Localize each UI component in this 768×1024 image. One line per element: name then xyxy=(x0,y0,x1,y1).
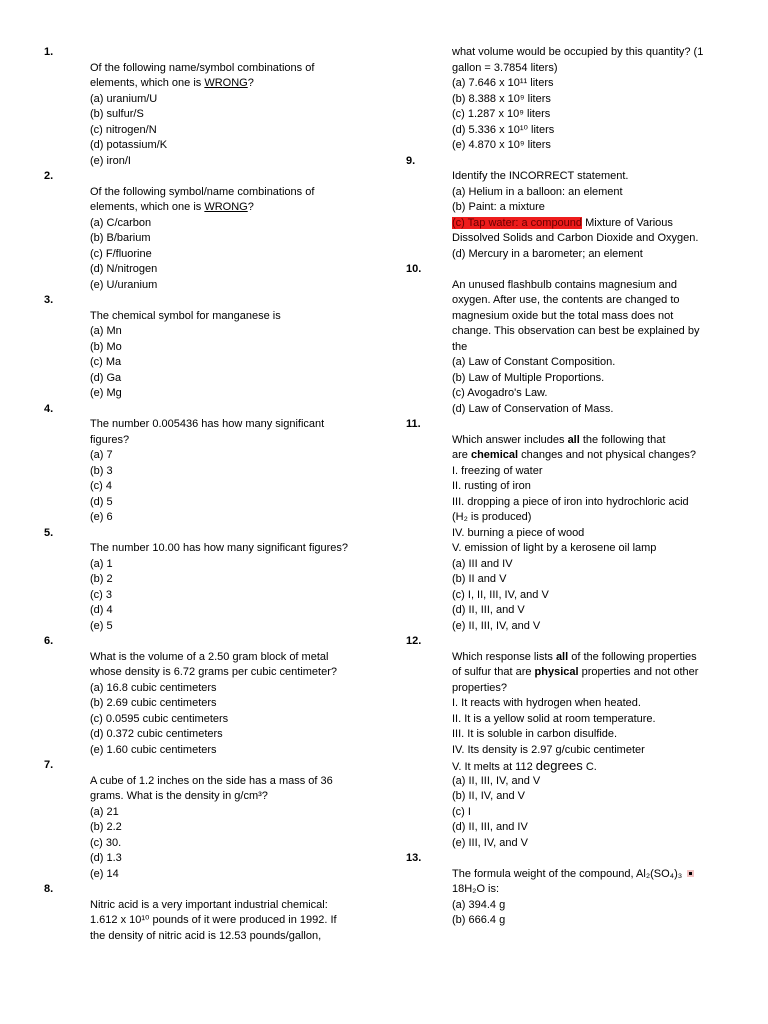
question-line: (d) 0.372 cubic centimeters xyxy=(90,728,223,740)
question-line: (b) II and V xyxy=(452,573,507,585)
question-line: properties? xyxy=(452,681,508,694)
bold-text: physical xyxy=(534,666,579,678)
question-number-label: 5. xyxy=(44,526,54,539)
question-line: (b) Mo xyxy=(90,340,122,353)
question-number xyxy=(400,634,768,650)
question-line: (a) 1 xyxy=(90,557,113,570)
question-line: (a) II, III, IV, and V xyxy=(452,774,541,787)
question-line: An unused flashbulb contains magnesium and xyxy=(452,278,678,291)
question-number-label: 2. xyxy=(44,170,54,182)
question-body xyxy=(452,278,722,418)
question-number-label: 13. xyxy=(406,852,422,864)
question-line: (a) III and IV xyxy=(452,557,513,570)
question-line: (d) Mercury in a barometer; an element xyxy=(452,247,643,260)
question-line: whose density is 6.72 grams per cubic centimeter? xyxy=(90,666,338,678)
bold-text: all xyxy=(555,650,569,663)
question-line: Which response lists all of the following properties xyxy=(452,650,697,663)
question-line: (d) 5.336 x 10¹⁰ liters xyxy=(452,123,555,136)
question-line: II. It is a yellow solid at room temperature. xyxy=(452,712,656,725)
question-body xyxy=(90,774,400,883)
question-line: (e) 1.60 cubic centimeters xyxy=(90,743,217,756)
question-body xyxy=(452,45,722,154)
question-line: I. freezing of water xyxy=(452,464,543,477)
question-line: (e) 5 xyxy=(90,619,113,632)
question-line: (d) potassium/K xyxy=(90,139,168,151)
question-body xyxy=(90,541,400,634)
question-line: (b) 2.2 xyxy=(90,821,122,833)
question-line: the xyxy=(452,340,468,353)
question-line: of sulfur that are physical properties and not other xyxy=(452,666,699,678)
question-line: (b) 3 xyxy=(90,464,113,477)
left-column xyxy=(0,45,400,944)
question-number xyxy=(0,882,400,898)
question-number xyxy=(0,293,400,309)
question-line: (a) 7.646 x 10¹¹ liters xyxy=(452,77,554,89)
question-line: (b) II, IV, and V xyxy=(452,790,525,802)
question-line: The number 0.005436 has how many significant xyxy=(90,418,325,430)
question-number xyxy=(400,851,768,867)
question-line: figures? xyxy=(90,433,130,446)
question-line: oxygen. After use, the contents are changed to xyxy=(452,294,680,306)
question-line: (H₂ is produced) xyxy=(452,511,532,523)
question-body xyxy=(90,898,400,945)
question-number xyxy=(0,402,400,418)
question-line: (b) 2 xyxy=(90,573,113,585)
question-line: (c) 30. xyxy=(90,836,122,849)
question-line: V. It melts at 112 degrees C. xyxy=(452,758,597,773)
question-line: (e) III, IV, and V xyxy=(452,836,529,849)
question-line: 18H₂O is: xyxy=(452,883,500,895)
question-line: (d) N/nitrogen xyxy=(90,263,158,275)
question-line: (e) II, III, IV, and V xyxy=(452,619,541,632)
question-line: (e) 6 xyxy=(90,511,113,523)
question-line: IV. burning a piece of wood xyxy=(452,526,585,539)
question-line: (b) Law of Multiple Proportions. xyxy=(452,371,605,384)
question-line: (d) Ga xyxy=(90,371,122,384)
underlined-text: WRONG xyxy=(204,77,248,89)
question-line: Dissolved Solids and Carbon Dioxide and Oxygen. xyxy=(452,232,699,244)
question-line: IV. Its density is 2.97 g/cubic centimeter xyxy=(452,743,645,756)
question-number-label: 12. xyxy=(406,635,422,647)
question-body xyxy=(452,867,722,929)
question-line: (a) 16.8 cubic centimeters xyxy=(90,681,217,694)
underlined-text: WRONG xyxy=(204,201,248,213)
question-number-label: 7. xyxy=(44,759,54,771)
highlighted-text: (c) Tap water: a compound xyxy=(452,216,583,229)
question-number xyxy=(0,169,400,185)
question-body xyxy=(452,650,722,852)
question-line: Nitric acid is a very important industrial chemical: xyxy=(90,898,328,911)
question-line: II. rusting of iron xyxy=(452,480,531,492)
question-line: Identify the INCORRECT statement. xyxy=(452,170,629,182)
question-line: magnesium oxide but the total mass does not xyxy=(452,309,674,322)
question-number-label: 3. xyxy=(44,294,54,306)
question-line: grams. What is the density in g/cm³? xyxy=(90,790,268,802)
question-line: (c) I xyxy=(452,805,471,818)
question-number-label: 8. xyxy=(44,883,54,895)
question-line: (e) Mg xyxy=(90,387,122,399)
question-number xyxy=(400,262,768,278)
question-number-label: 11. xyxy=(406,418,421,430)
bold-text: all xyxy=(567,433,580,446)
question-line: V. emission of light by a kerosene oil lamp xyxy=(452,542,657,554)
question-line: (c) Tap water: a compound Mixture of Various xyxy=(452,216,673,229)
question-line: III. dropping a piece of iron into hydrochloric acid xyxy=(452,495,689,508)
question-line: (c) 0.0595 cubic centimeters xyxy=(90,712,229,725)
comment-marker-icon xyxy=(687,870,694,877)
question-line: III. It is soluble in carbon disulfide. xyxy=(452,728,618,740)
question-number xyxy=(0,634,400,650)
question-line: Which answer includes all the following that xyxy=(452,433,666,446)
question-line: (e) U/uranium xyxy=(90,278,158,291)
question-line: (d) II, III, and V xyxy=(452,604,525,616)
question-line: (b) sulfur/S xyxy=(90,108,144,120)
question-line: (a) Helium in a balloon: an element xyxy=(452,185,623,198)
question-line: (d) 4 xyxy=(90,604,113,616)
question-line: (b) 8.388 x 10⁹ liters xyxy=(452,92,551,105)
question-line: what volume would be occupied by this quantity? (1 xyxy=(452,46,704,58)
question-line: Of the following symbol/name combinations of xyxy=(90,185,315,198)
question-line: (a) 7 xyxy=(90,449,113,461)
question-line: (a) Mn xyxy=(90,325,122,337)
question-line: (b) Paint: a mixture xyxy=(452,201,545,213)
question-line: The chemical symbol for manganese is xyxy=(90,309,281,322)
question-line: (c) nitrogen/N xyxy=(90,123,157,136)
question-line: (b) 666.4 g xyxy=(452,914,506,926)
question-line: the density of nitric acid is 12.53 pounds/gallon, xyxy=(90,929,322,942)
question-number-label: 6. xyxy=(44,635,54,647)
question-body xyxy=(90,61,400,170)
question-line: (e) iron/I xyxy=(90,154,131,167)
question-line: (d) II, III, and IV xyxy=(452,821,528,833)
question-line: gallon = 3.7854 liters) xyxy=(452,61,558,74)
question-number xyxy=(400,417,768,433)
question-line: (a) Law of Constant Composition. xyxy=(452,356,616,368)
question-line: (d) 1.3 xyxy=(90,852,122,864)
question-line: A cube of 1.2 inches on the side has a mass of 36 xyxy=(90,774,333,787)
question-line: (c) 4 xyxy=(90,480,112,492)
question-body xyxy=(452,169,722,262)
right-column xyxy=(400,45,768,929)
question-number xyxy=(400,154,768,170)
large-text: degrees xyxy=(535,758,583,773)
question-line: change. This observation can best be explained by xyxy=(452,325,700,337)
question-number-label: 9. xyxy=(406,154,416,167)
question-number xyxy=(0,45,400,61)
question-body xyxy=(90,309,400,402)
question-line: elements, which one is WRONG? xyxy=(90,201,254,213)
question-line: are chemical changes and not physical changes? xyxy=(452,449,697,461)
question-line: (e) 14 xyxy=(90,867,119,880)
question-line: elements, which one is WRONG? xyxy=(90,77,254,89)
question-line: (c) Avogadro's Law. xyxy=(452,387,548,399)
question-body xyxy=(452,433,722,635)
question-line: The formula weight of the compound, Al₂(SO₄)₃ xyxy=(452,867,722,883)
question-number-label: 4. xyxy=(44,402,54,415)
question-line: The number 10.00 has how many significant figures? xyxy=(90,542,349,554)
question-line: (a) C/carbon xyxy=(90,216,152,229)
question-line: (e) 4.870 x 10⁹ liters xyxy=(452,139,551,151)
question-line: (a) 394.4 g xyxy=(452,898,506,911)
question-line: (a) 21 xyxy=(90,805,119,818)
question-line: (d) Law of Conservation of Mass. xyxy=(452,402,614,415)
question-line: (b) B/barium xyxy=(90,232,151,244)
question-body xyxy=(90,417,400,526)
question-line: Of the following name/symbol combinations of xyxy=(90,61,315,74)
question-line: What is the volume of a 2.50 gram block of metal xyxy=(90,650,329,663)
question-line: 1.612 x 10¹⁰ pounds of it were produced in 1992. If xyxy=(90,914,337,926)
question-line: (c) 1.287 x 10⁹ liters xyxy=(452,108,551,120)
question-line: (c) 3 xyxy=(90,588,112,601)
question-number-label: 1. xyxy=(44,46,54,58)
question-number xyxy=(0,758,400,774)
question-line: I. It reacts with hydrogen when heated. xyxy=(452,697,641,709)
question-line: (c) Ma xyxy=(90,356,122,368)
question-line: (b) 2.69 cubic centimeters xyxy=(90,697,217,709)
question-body xyxy=(90,650,400,759)
question-line: (d) 5 xyxy=(90,495,113,508)
question-number-label: 10. xyxy=(406,263,422,275)
question-body xyxy=(90,185,400,294)
question-line: (c) F/fluorine xyxy=(90,247,152,260)
question-line: (c) I, II, III, IV, and V xyxy=(452,588,549,601)
question-line: (a) uranium/U xyxy=(90,92,158,105)
question-number xyxy=(0,526,400,542)
bold-text: chemical xyxy=(470,449,519,461)
